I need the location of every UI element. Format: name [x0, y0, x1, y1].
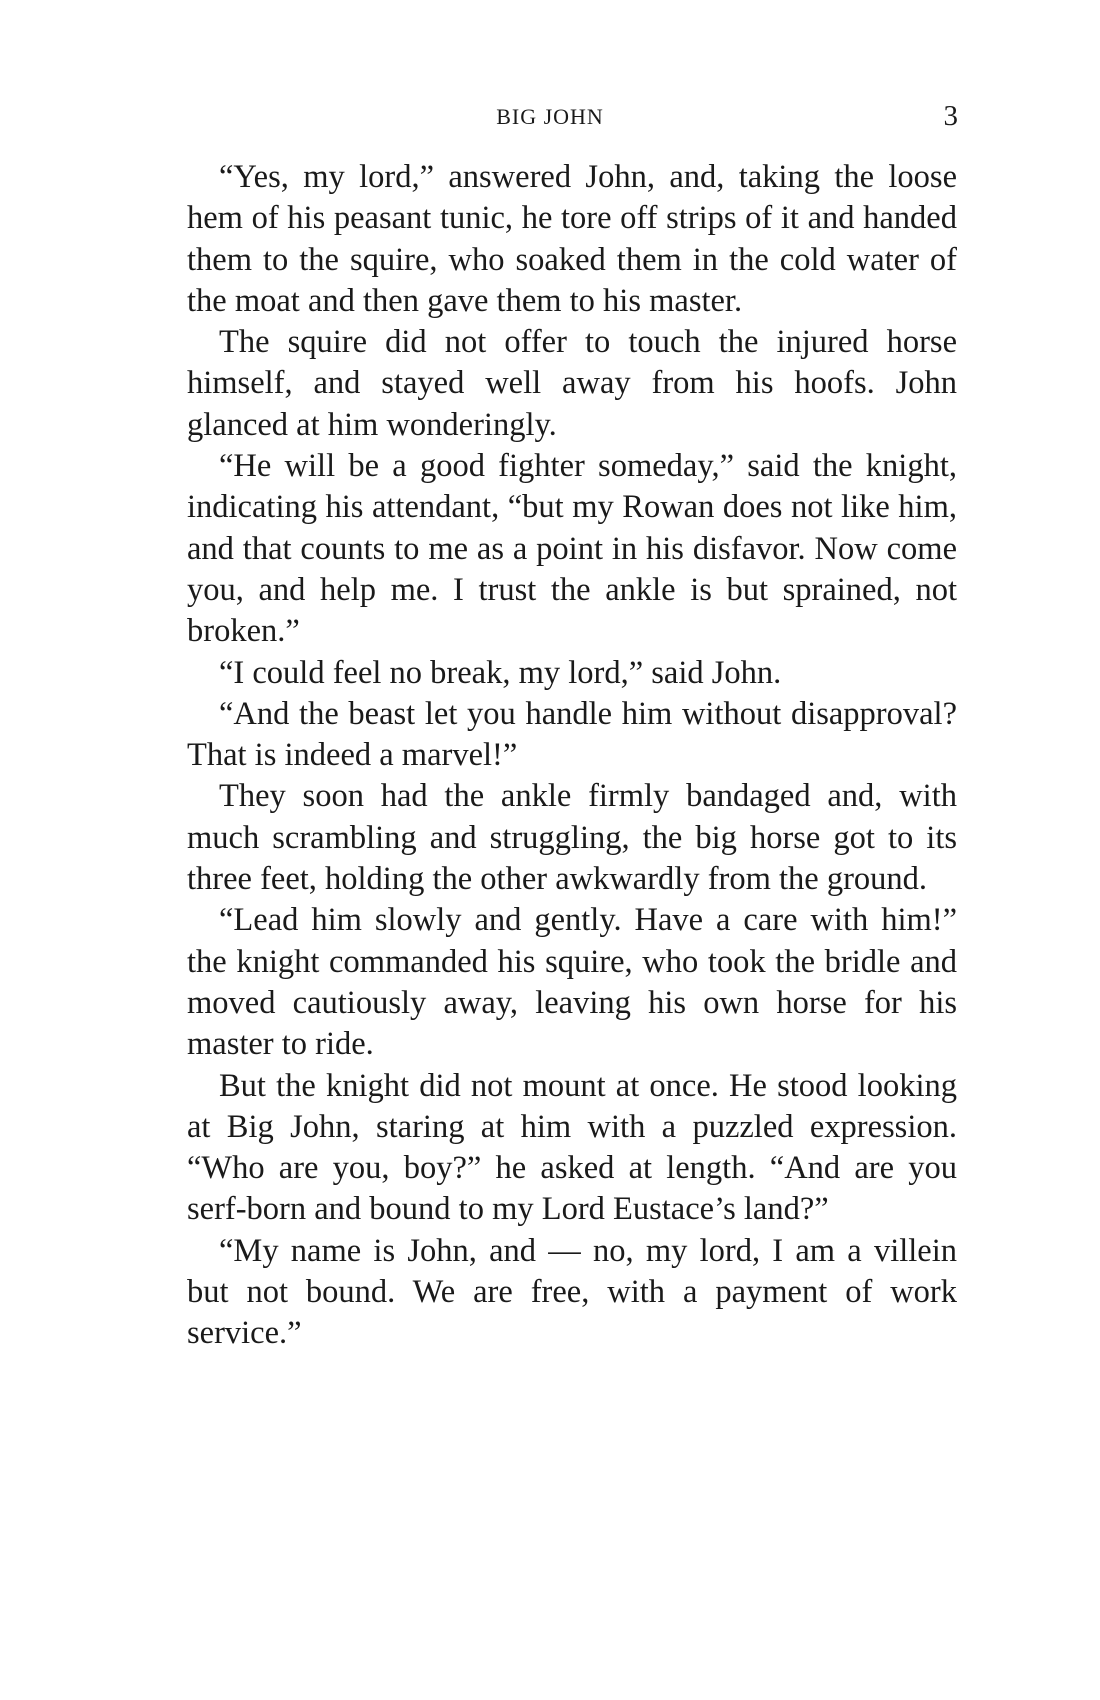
paragraph: The squire did not offer to touch the injured horse himself, and stayed well away from his hoofs. John glanced at him wonderingly.: [187, 324, 957, 443]
running-title: BIG JOHN: [496, 104, 604, 129]
paragraph: They soon had the ankle firmly bandaged and, with much scrambling and struggling, the big horse got to its three feet, holding the other awkwardly from the ground.: [187, 778, 957, 898]
paragraph: “He will be a good fighter someday,” said the knight, indicating his attendant, “but my Rowan does not like him, and that counts to me as a point in his disfavor. Now come you, and help me. I trust the ankle is but sprained, not broken.”: [187, 448, 957, 650]
body-text: [187, 157, 957, 1355]
paragraph: But the knight did not mount at once. He stood looking at Big John, staring at him with a puzzled expression. “Who are you, boy?” he asked at length. “And are you serf-born and bound to my Lord Eustace’s land?”: [187, 1067, 957, 1228]
paragraph: “Lead him slowly and gently. Have a care with him!” the knight commanded his squire, who took the bridle and moved cautiously away, leaving his own horse for his master to ride.: [187, 902, 957, 1063]
paragraph: “My name is John, and — no, my lord, I am a villein but not bound. We are free, with a payment of work service.”: [187, 1232, 957, 1352]
paragraph: “Yes, my lord,” answered John, and, taking the loose hem of his peasant tunic, he tore off strips of it and handed them to the squire, who soaked them in the cold water of the moat and then gave them to his master.: [187, 159, 957, 319]
paragraph: “I could feel no break, my lord,” said John.: [219, 654, 782, 691]
running-head: [0, 100, 1100, 140]
paragraph: “And the beast let you handle him without disapproval? That is indeed a marvel!”: [187, 695, 957, 774]
page-number: 3: [943, 100, 958, 132]
